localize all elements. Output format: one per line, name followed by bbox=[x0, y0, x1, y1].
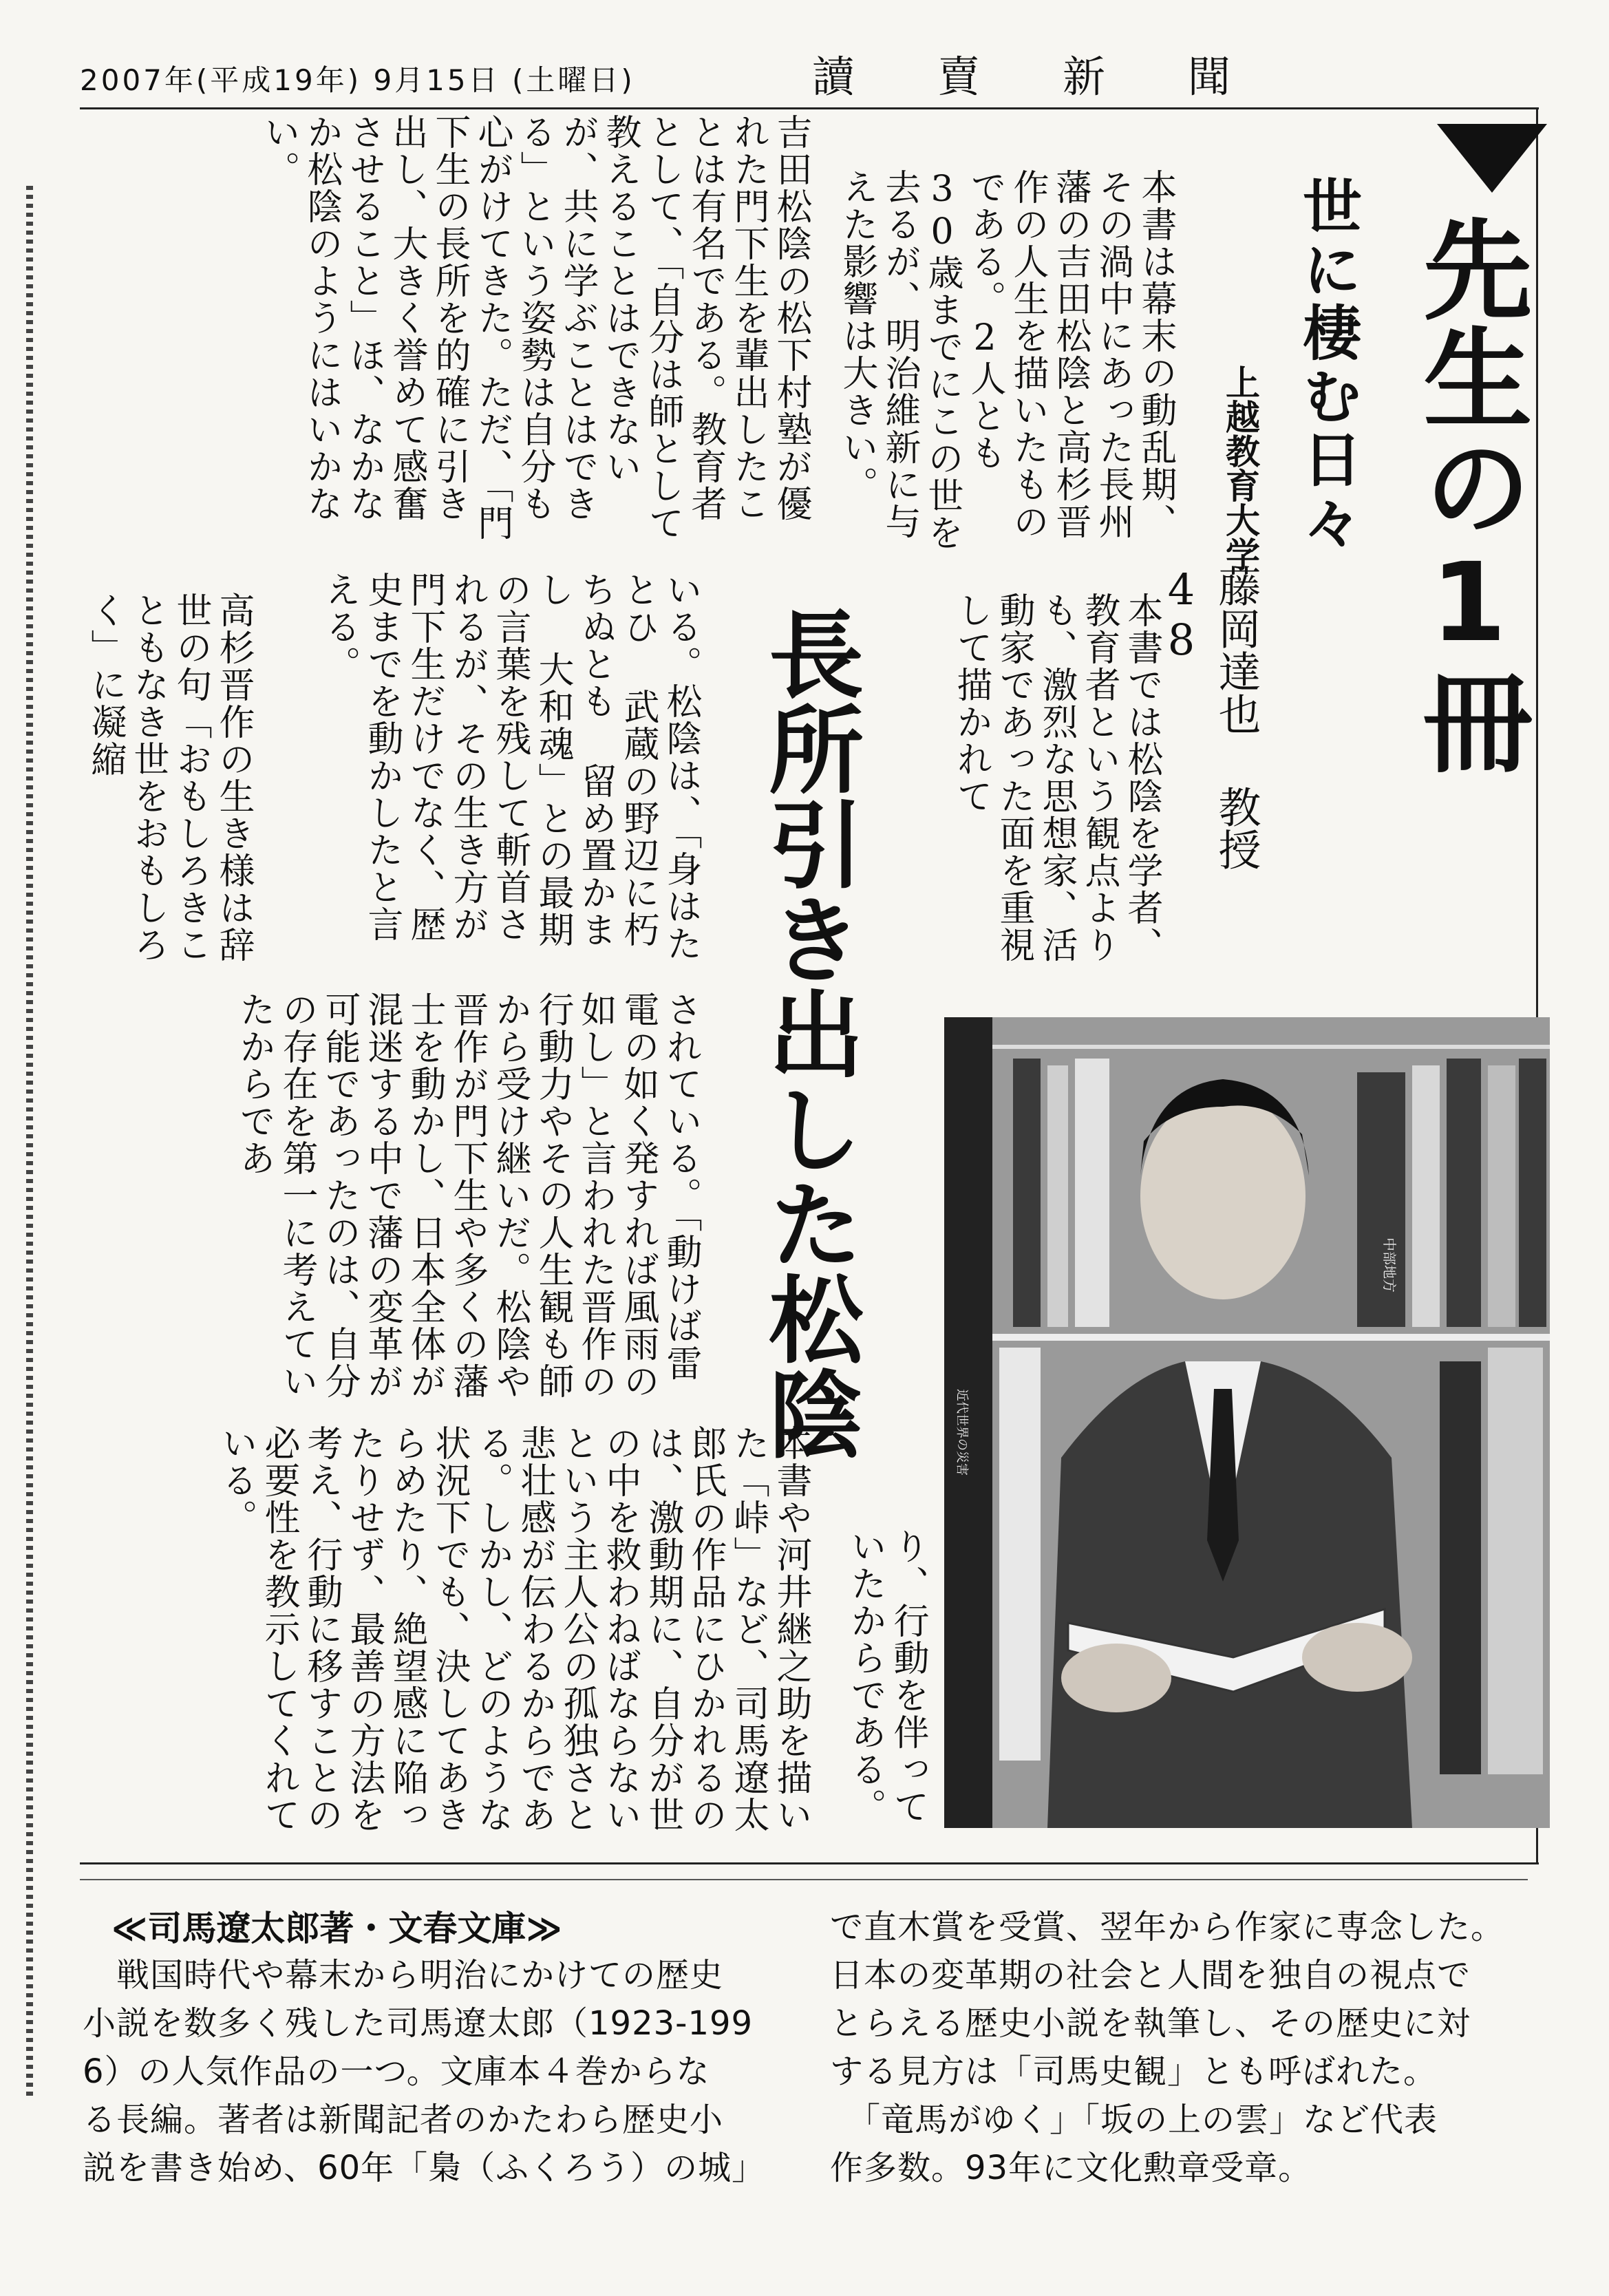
book-info-left-line: 戦国時代や幕末から明治にかけての歴史 bbox=[83, 1956, 724, 1995]
body-column-lower-1: されている。「動けば雷電の如く発すれば風雨の如し」と言われた晋作の行動力やその人生観も師から受け継いだ。松陰や晋作が門下生や多くの藩士を動かし、日本全体が混迷する中で藩の変革が可能であったのは、自分の存在を第一に考えていたからであ bbox=[233, 991, 701, 1400]
book-info-left-line: 小説を数多く残した司馬遼太郎（1923-199 bbox=[83, 2004, 754, 2043]
book-info-right-line: 日本の変革期の社会と人間を独自の視点で bbox=[830, 1956, 1471, 1995]
body-column-upper-3: 吉田松陰の松下村塾が優れた門下生を輩出したことは有名である。教育者として、「自分は師として教えることはできないが、共に学ぶことはできる」という姿勢は自分も心がけてきた。ただ、「門下生の長所を的確に引き出し、大きく誉めて感奮させること」ほ、なかなか松陰のようにはいかない。 bbox=[258, 114, 811, 542]
body-column-lower-3: 本書や河井継之助を描いた「峠」など、司馬遼太郎氏の作品にひかれるのは、激動期に、自分が世の中を救わねばならないという主人公の孤独さと悲壮感が伝わるからである。しかし、どのような状況下でも、決してあきらめたり、絶望感に陥ったりせず、最善の方法を考え、行動に移すことの必要性を教示してくれている。 bbox=[215, 1425, 811, 1833]
body-column-upper-2: 本書は幕末の動乱期、その渦中にあった長州藩の吉田松陰と高杉晋作の人生を描いたものである。2人とも30歳までにこの世を去るが、明治維新に与えた影響は大きい。 bbox=[836, 169, 1176, 551]
book-spine-label-2: 近代世界の災害 bbox=[955, 1389, 969, 1476]
body-column-mid-1: いる。松陰は、「身はたとひ 武蔵の野辺に朽ちぬとも 留め置かまし 大和魂」との最期の言葉を残して斬首されるが、その生き方が門下生だけでなく、歴史までを動かしたと言える。 bbox=[319, 571, 701, 962]
body-column-upper-1: 本書では松陰を学者、教育者という観点よりも、激烈な思想家、活動家であった面を重視して描かれて bbox=[950, 592, 1162, 964]
book-info-right-line: する見方は「司馬史観」とも呼ばれた。 bbox=[830, 2052, 1438, 2091]
book-info-title: ≪司馬遼太郎著・文春文庫≫ bbox=[111, 1909, 562, 1948]
article-headline: 長所引き出した松陰 bbox=[753, 606, 865, 1460]
cut-line-left bbox=[26, 186, 33, 2099]
newspaper-name: 讀賣新聞 bbox=[812, 52, 1314, 102]
byline-name: 藤岡達也 教授 48 bbox=[1156, 564, 1261, 871]
body-column-mid-2: 高杉晋作の生き様は辞世の句「おもしろきこともなき世をおもしろく」に凝縮 bbox=[85, 592, 254, 964]
book-info-left-line: る長編。著者は新聞記者のかたわら歴史小 bbox=[83, 2101, 724, 2139]
book-info-right-line: 作多数。93年に文化勲章受章。 bbox=[830, 2149, 1312, 2187]
byline-affiliation: 上越教育大学 bbox=[1220, 365, 1260, 571]
book-info-left bbox=[83, 1951, 765, 2192]
book-spine-label: 中部地方 bbox=[1381, 1237, 1398, 1293]
frame-bottom-rule bbox=[80, 1862, 1539, 1864]
body-column-lower-2: り、行動を伴っていたからである。 bbox=[844, 1528, 928, 1825]
column-title: 先生の1冊 bbox=[1405, 213, 1532, 775]
book-info-left-line: 説を書き始め、60年「梟（ふくろう）の城」 bbox=[83, 2149, 766, 2187]
book-title: 世に棲む日々 bbox=[1292, 176, 1361, 555]
book-info-right-line: とらえる歴史小説を執筆し、その歴史に対 bbox=[830, 2004, 1471, 2043]
author-photo bbox=[944, 1017, 1550, 1828]
book-info-left-line: 6）の人気作品の一つ。文庫本４巻からな bbox=[83, 2052, 710, 2091]
book-info-right bbox=[830, 1903, 1504, 2192]
book-info-right-line: で直木賞を受賞、翌年から作家に専念した。 bbox=[830, 1908, 1505, 1946]
triangle-marker-icon bbox=[1437, 124, 1547, 193]
author-photo-illustration bbox=[944, 1017, 1550, 1828]
book-info-right-line: 「竜馬がゆく」「坂の上の雲」など代表 bbox=[830, 2101, 1438, 2139]
section-divider bbox=[80, 1879, 1528, 1880]
issue-date: 2007年(平成19年) 9月15日 (土曜日) bbox=[80, 63, 635, 97]
header-rule bbox=[80, 107, 1539, 109]
